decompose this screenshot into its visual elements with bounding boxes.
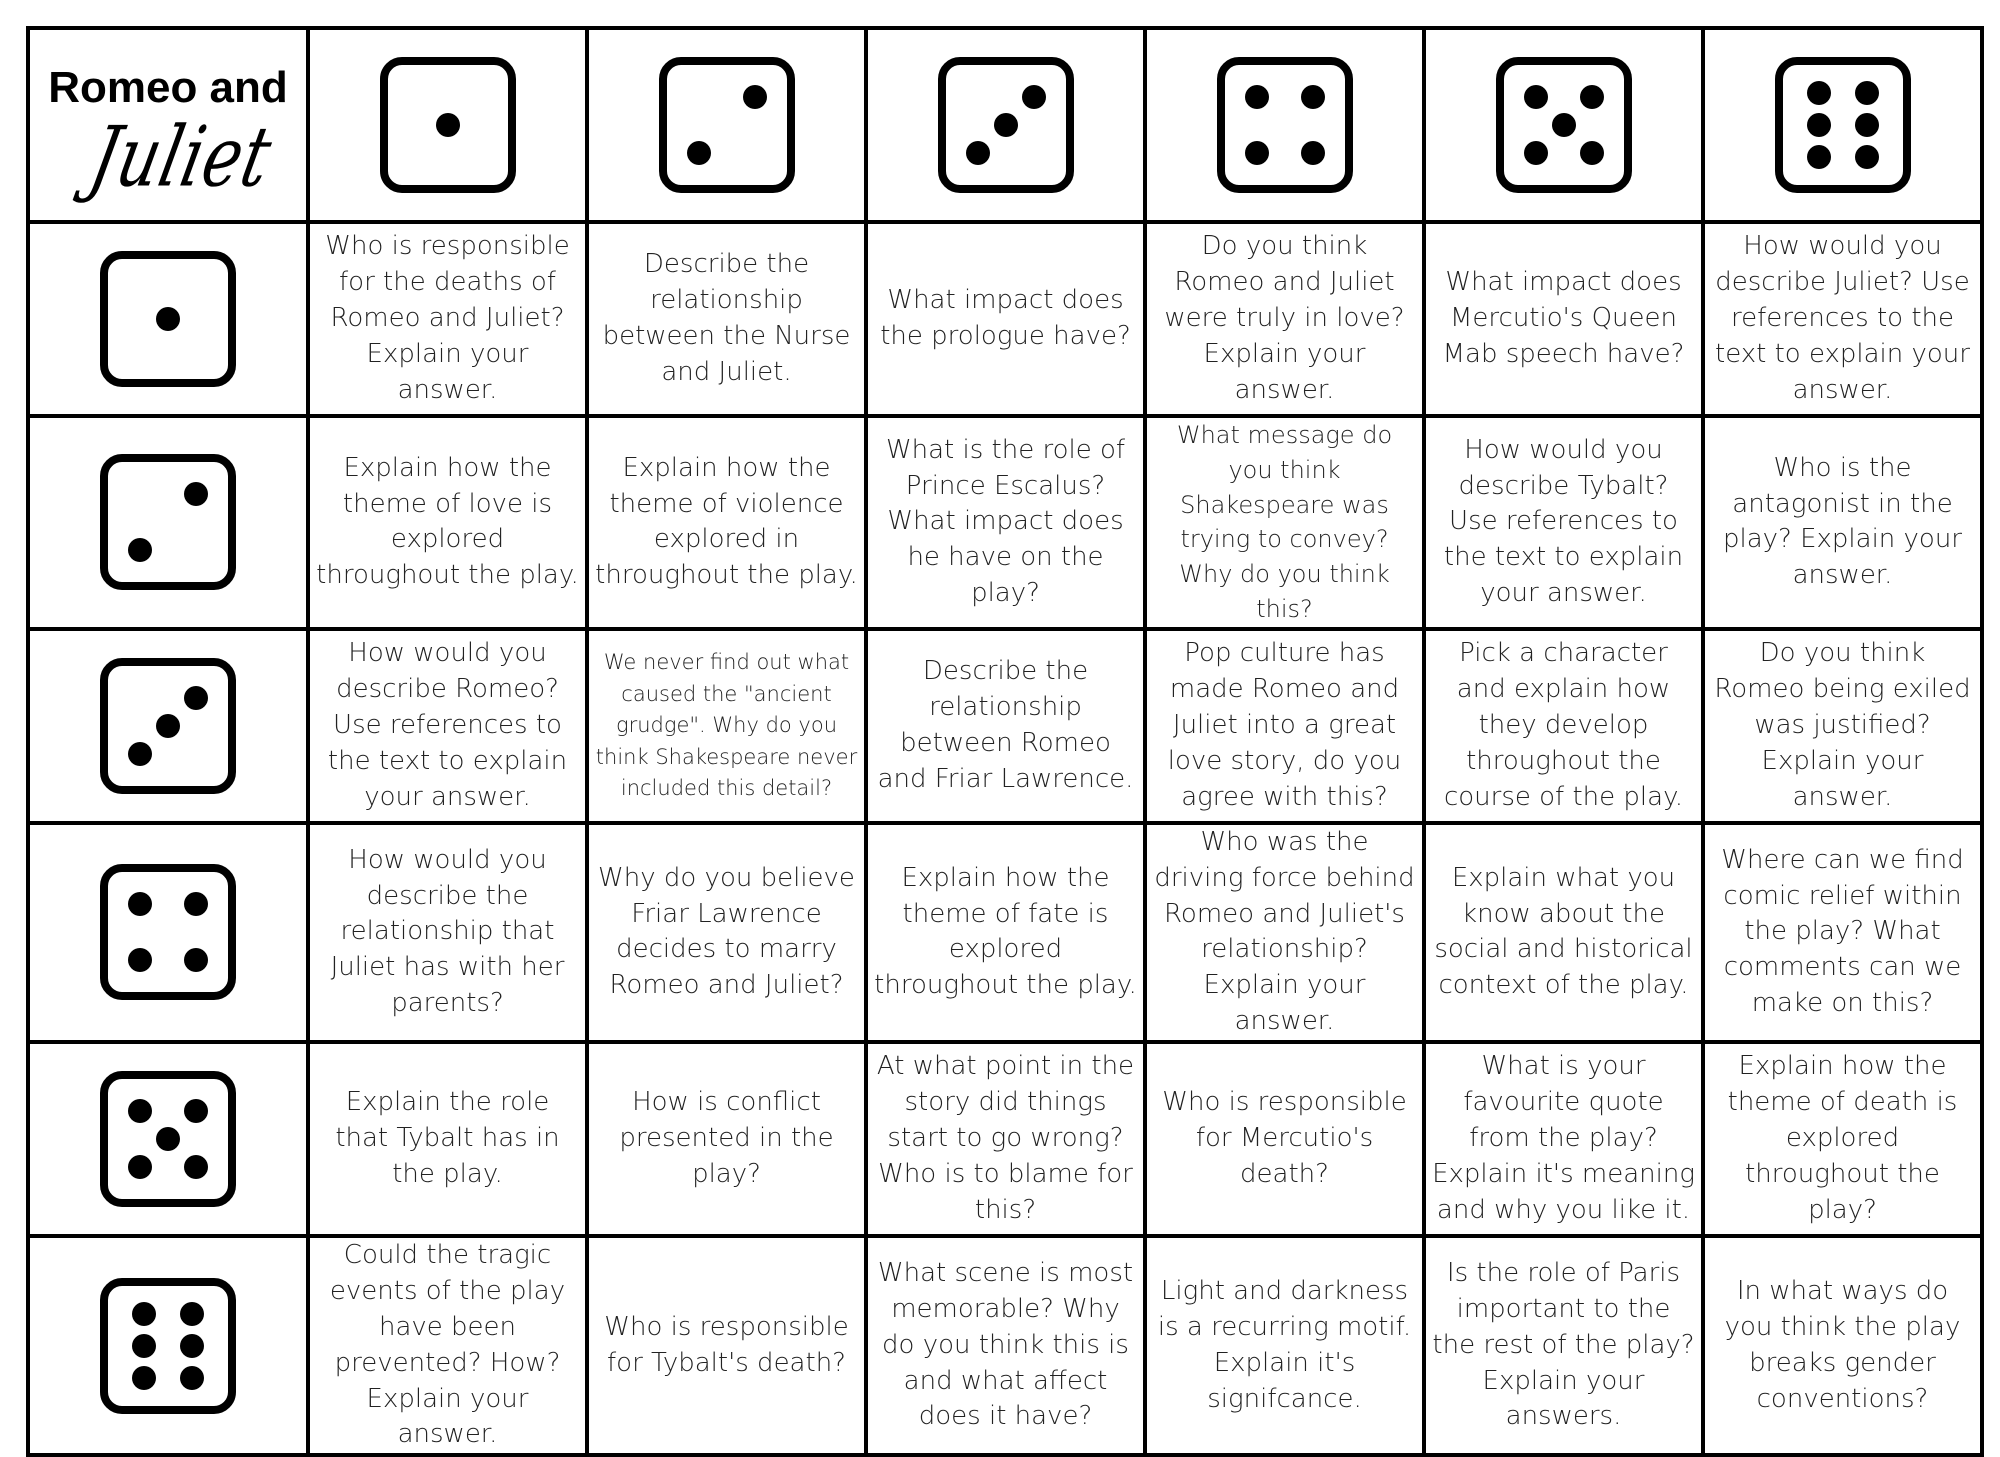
column-header-3 bbox=[866, 28, 1145, 222]
question-cell: Could the tragic events of the play have been prevented? How? Explain your answer. bbox=[308, 1236, 587, 1455]
question-cell: Explain how the theme of death is explored throughout the play? bbox=[1703, 1042, 1982, 1236]
title-line-1: Romeo and bbox=[48, 63, 288, 112]
question-cell: What is your favourite quote from the play? Explain it's meaning and why you like it. bbox=[1424, 1042, 1703, 1236]
die-face-5-icon bbox=[98, 1069, 238, 1209]
die-face-4-icon bbox=[1215, 55, 1355, 195]
row-header-4 bbox=[28, 823, 308, 1042]
question-cell: What impact does the prologue have? bbox=[866, 222, 1145, 416]
question-cell: Who was the driving force behind Romeo and Juliet's relationship? Explain your answer. bbox=[1145, 823, 1424, 1042]
column-header-6 bbox=[1703, 28, 1982, 222]
question-cell: Describe the relationship between Romeo and Friar Lawrence. bbox=[866, 629, 1145, 823]
row-header-5 bbox=[28, 1042, 308, 1236]
question-cell: Explain the role that Tybalt has in the play. bbox=[308, 1042, 587, 1236]
column-header-4 bbox=[1145, 28, 1424, 222]
question-cell: Why do you believe Friar Lawrence decides to marry Romeo and Juliet? bbox=[587, 823, 866, 1042]
column-header-1 bbox=[308, 28, 587, 222]
die-face-2-icon bbox=[98, 452, 238, 592]
question-cell: We never find out what caused the "ancient grudge". Why do you think Shakespeare never included this detail? bbox=[587, 629, 866, 823]
question-row bbox=[28, 629, 1982, 823]
title-line-2: Juliet bbox=[82, 109, 280, 207]
question-cell: In what ways do you think the play breaks gender conventions? bbox=[1703, 1236, 1982, 1455]
row-header-2 bbox=[28, 416, 308, 629]
column-header-2 bbox=[587, 28, 866, 222]
question-cell: Who is responsible for Mercutio's death? bbox=[1145, 1042, 1424, 1236]
question-cell: At what point in the story did things start to go wrong? Who is to blame for this? bbox=[866, 1042, 1145, 1236]
question-cell: How would you describe Juliet? Use references to the text to explain your answer. bbox=[1703, 222, 1982, 416]
question-cell: What is the role of Prince Escalus? What impact does he have on the play? bbox=[866, 416, 1145, 629]
question-cell: What impact does Mercutio's Queen Mab speech have? bbox=[1424, 222, 1703, 416]
question-cell: How is conflict presented in the play? bbox=[587, 1042, 866, 1236]
question-cell: Who is the antagonist in the play? Explain your answer. bbox=[1703, 416, 1982, 629]
question-row bbox=[28, 416, 1982, 629]
question-cell: Who is responsible for Tybalt's death? bbox=[587, 1236, 866, 1455]
die-face-6-icon bbox=[98, 1276, 238, 1416]
die-face-1-icon bbox=[378, 55, 518, 195]
question-cell: What message do you think Shakespeare was trying to convey? Why do you think this? bbox=[1145, 416, 1424, 629]
question-cell: Describe the relationship between the Nurse and Juliet. bbox=[587, 222, 866, 416]
question-cell: What scene is most memorable? Why do you think this is and what affect does it have? bbox=[866, 1236, 1145, 1455]
question-cell: How would you describe the relationship that Juliet has with her parents? bbox=[308, 823, 587, 1042]
question-row bbox=[28, 222, 1982, 416]
row-header-1 bbox=[28, 222, 308, 416]
question-row bbox=[28, 1236, 1982, 1455]
question-cell: Pick a character and explain how they develop throughout the course of the play. bbox=[1424, 629, 1703, 823]
question-cell: Explain how the theme of love is explored throughout the play. bbox=[308, 416, 587, 629]
die-face-1-icon bbox=[98, 249, 238, 389]
question-cell: How would you describe Romeo? Use references to the text to explain your answer. bbox=[308, 629, 587, 823]
question-grid bbox=[26, 26, 1984, 1457]
question-cell: Where can we find comic relief within the play? What comments can we make on this? bbox=[1703, 823, 1982, 1042]
question-cell: How would you describe Tybalt? Use references to the text to explain your answer. bbox=[1424, 416, 1703, 629]
die-face-2-icon bbox=[657, 55, 797, 195]
question-row bbox=[28, 1042, 1982, 1236]
question-cell: Pop culture has made Romeo and Juliet into a great love story, do you agree with this? bbox=[1145, 629, 1424, 823]
question-cell: Explain what you know about the social and historical context of the play. bbox=[1424, 823, 1703, 1042]
question-cell: Is the role of Paris important to the the rest of the play? Explain your answers. bbox=[1424, 1236, 1703, 1455]
header-row bbox=[28, 28, 1982, 222]
die-face-5-icon bbox=[1494, 55, 1634, 195]
question-cell: Explain how the theme of fate is explored throughout the play. bbox=[866, 823, 1145, 1042]
row-header-6 bbox=[28, 1236, 308, 1455]
question-cell: Who is responsible for the deaths of Romeo and Juliet? Explain your answer. bbox=[308, 222, 587, 416]
title-cell bbox=[28, 28, 308, 222]
row-header-3 bbox=[28, 629, 308, 823]
question-row bbox=[28, 823, 1982, 1042]
column-header-5 bbox=[1424, 28, 1703, 222]
die-face-3-icon bbox=[98, 656, 238, 796]
die-face-3-icon bbox=[936, 55, 1076, 195]
question-cell: Do you think Romeo being exiled was justified? Explain your answer. bbox=[1703, 629, 1982, 823]
die-face-6-icon bbox=[1773, 55, 1913, 195]
question-cell: Light and darkness is a recurring motif. Explain it's signifcance. bbox=[1145, 1236, 1424, 1455]
question-cell: Explain how the theme of violence explored in throughout the play. bbox=[587, 416, 866, 629]
die-face-4-icon bbox=[98, 862, 238, 1002]
question-cell: Do you think Romeo and Juliet were truly in love? Explain your answer. bbox=[1145, 222, 1424, 416]
